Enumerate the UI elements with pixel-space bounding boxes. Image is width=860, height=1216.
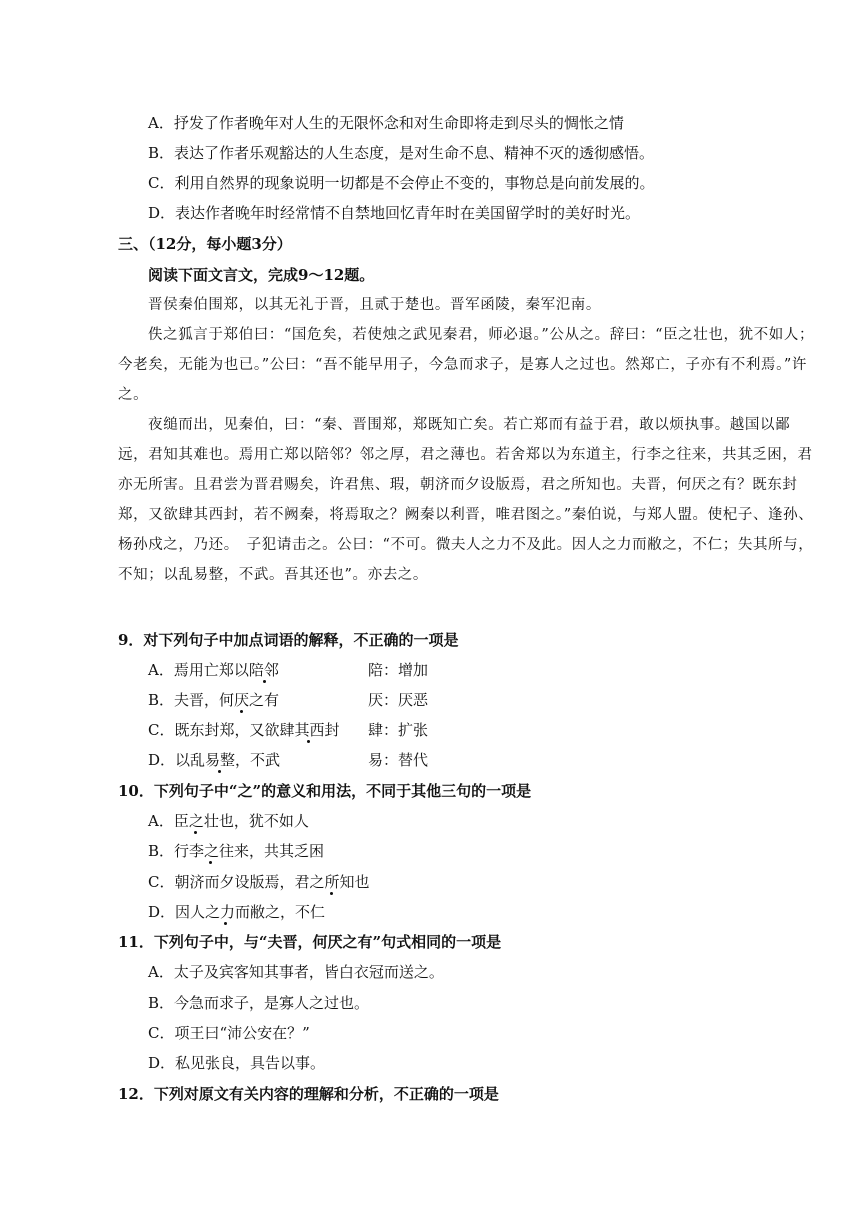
q8-option-a: A．抒发了作者晚年对人生的无限怀念和对生命即将走到尽头的惆怅之情 xyxy=(148,114,624,132)
q11-option-d: D．私见张良，具告以事。 xyxy=(148,1054,326,1072)
emphasis-dot xyxy=(224,922,227,925)
emphasis-dot xyxy=(263,680,266,683)
q9-option-d: D．以乱易整，不武 xyxy=(148,751,281,769)
q9-option-a: A．焉用亡郑以陪邻 xyxy=(148,661,279,679)
q11-stem: 11．下列句子中，与“夫晋，何厌之有”句式相同的一项是 xyxy=(118,933,502,951)
q10-option-d: D．因人之力而敝之，不仁 xyxy=(148,903,326,921)
q9-option-d-gloss: 易：替代 xyxy=(368,751,429,769)
q12-stem: 12．下列对原文有关内容的理解和分析，不正确的一项是 xyxy=(118,1085,499,1103)
emphasis-dot xyxy=(307,740,310,743)
section-heading: 三、（12分，每小题3分） xyxy=(118,235,292,253)
emphasis-dot xyxy=(240,710,243,713)
passage-paragraph-1: 晋侯秦伯围郑，以其无礼于晋，且贰于楚也。晋军函陵，秦军氾南。 xyxy=(148,297,601,313)
q11-option-c: C．项王曰“沛公安在？” xyxy=(148,1024,310,1042)
emphasis-dot xyxy=(194,831,197,834)
emphasis-dot xyxy=(330,892,333,895)
q8-option-d: D．表达作者晚年时经常情不自禁地回忆青年时在美国留学时的美好时光。 xyxy=(148,204,641,222)
q10-option-b: B．行李之往来，共其乏困 xyxy=(148,842,325,860)
q9-option-c-gloss: 肆：扩张 xyxy=(368,721,429,739)
section-instruction: 阅读下面文言文，完成9～12题。 xyxy=(148,266,375,284)
passage-paragraph-2: 佚之狐言于郑伯曰：“国危矣，若使烛之武见秦君，师必退。”公从之。辞曰：“臣之壮也，犹不如人；今老矣，无能为也已。”公曰：“吾不能早用子，今急而求子，是寡人之过也。然郑亡，子亦有不利焉。”许之。 xyxy=(118,327,815,403)
q9-option-b-gloss: 厌：厌恶 xyxy=(368,691,429,709)
passage-paragraph-3: 夜缒而出，见秦伯，曰：“秦、晋围郑，郑既知亡矣。若亡郑而有益于君，敢以烦执事。越国以鄙远，君知其难也。焉用亡郑以陪邻？邻之厚，君之薄也。若舍郑以为东道主，行李之往来，共其乏困，君亦无所害。且君尝为晋君赐矣，许君焦、瑕，朝济而夕设版焉，君之所知也。夫晋，何厌之有？既东封郑，又欲肆其西封，若不阙秦，将焉取之？阙秦以利晋，唯君图之。”秦伯说，与郑人盟。使杞子、逢孙、杨孙戍之，乃还。 子犯请击之。公曰：“不可。微夫人之力不及此。因人之力而敝之，不仁；失其所与，不知；以乱易整，不武。吾其还也”。亦去之。 xyxy=(118,417,814,583)
q10-option-a: A．臣之壮也，犹不如人 xyxy=(148,812,309,830)
q8-option-b: B．表达了作者乐观豁达的人生态度，是对生命不息、精神不灭的透彻感悟。 xyxy=(148,144,655,162)
q9-option-a-gloss: 陪：增加 xyxy=(368,661,429,679)
q9-stem: 9．对下列句子中加点词语的解释，不正确的一项是 xyxy=(118,631,459,649)
emphasis-dot xyxy=(218,770,221,773)
emphasis-dot xyxy=(209,861,212,864)
q10-option-c: C．朝济而夕设版焉，君之所知也 xyxy=(148,873,370,891)
q11-option-a: A．太子及宾客知其事者，皆白衣冠而送之。 xyxy=(148,963,444,981)
q11-option-b: B．今急而求子，是寡人之过也。 xyxy=(148,994,370,1012)
q9-option-c: C．既东封郑，又欲肆其西封 xyxy=(148,721,340,739)
q8-option-c: C．利用自然界的现象说明一切都是不会停止不变的，事物总是向前发展的。 xyxy=(148,174,655,192)
q9-option-b: B．夫晋，何厌之有 xyxy=(148,691,280,709)
q10-stem: 10．下列句子中“之”的意义和用法，不同于其他三句的一项是 xyxy=(118,782,532,800)
